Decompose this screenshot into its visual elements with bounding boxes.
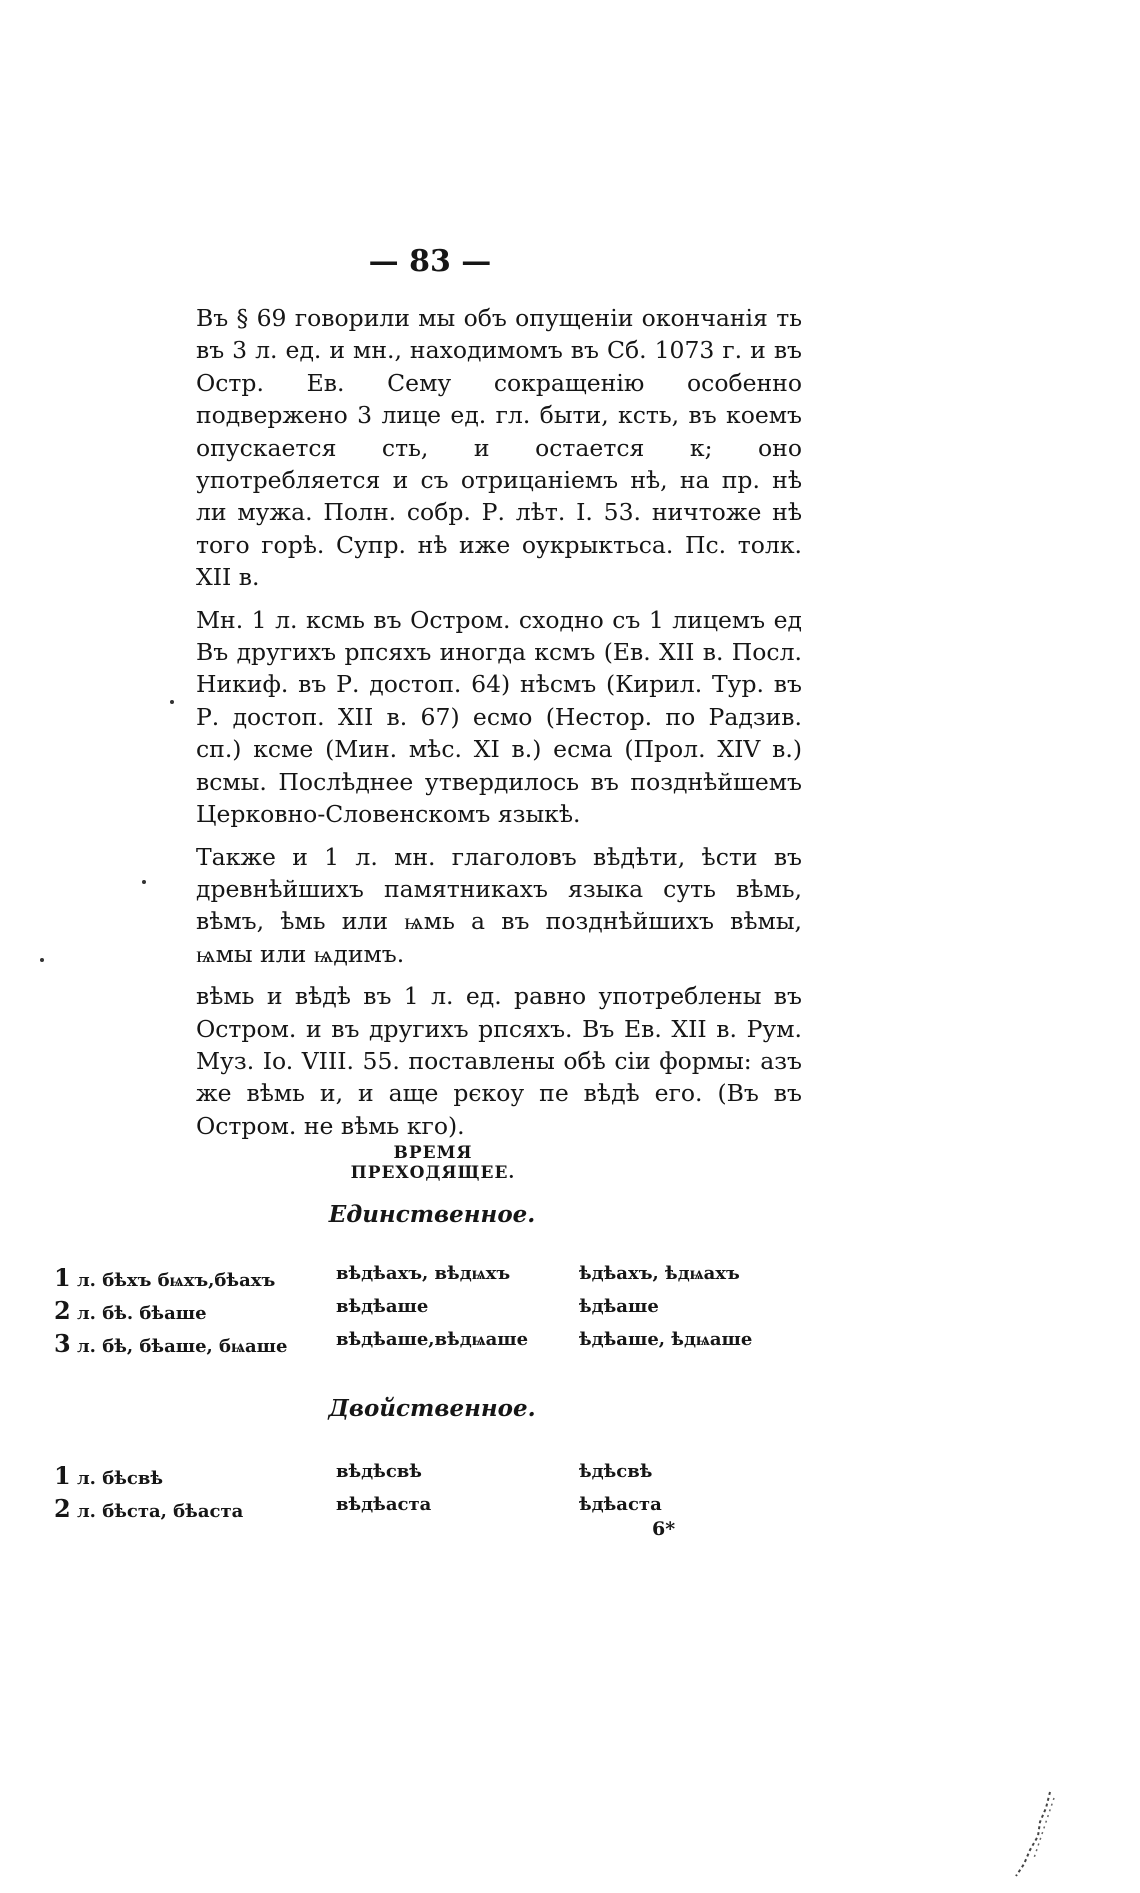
person-number: 2 <box>54 1296 71 1325</box>
speck-mark <box>40 958 44 962</box>
form-cell: вѣдѣаше,вѣдѩаше <box>336 1329 529 1350</box>
form-text: л. бѣ, бѣаше, бѩаше <box>76 1336 288 1357</box>
form-text: л. бѣхъ бѩхъ,бѣахъ <box>76 1270 276 1291</box>
form-text: л. бѣста, бѣаста <box>76 1501 244 1522</box>
paragraph-1: Въ § 69 говорили мы объ опущеніи окончанія ть въ 3 л. ед. и мн., находимомъ въ Сб. 1073 г. и въ Остр. Ев. Сему сокращенію особенно подвержено 3 лице ед. гл. быти, ксть, въ коемъ опускается сть, и остается к; оно употребляется и съ отрицаніемъ нѣ, на пр. нѣ ли мужа. Полн. собр. Р. лѣт. I. 53. ничтоже нѣ того горѣ. Супр. нѣ иже оукрыктьса. Пс. толк. XII в. <box>196 304 802 592</box>
table-row <box>54 1329 814 1362</box>
person-cell <box>54 1461 163 1490</box>
person-number: 2 <box>54 1494 71 1523</box>
form-text: л. бѣсвѣ <box>76 1468 163 1489</box>
form-cell: ѣдѣахъ, ѣдѩахъ <box>579 1263 740 1284</box>
speck-mark <box>142 880 146 884</box>
section-heading: ВРЕМЯ ПРЕХОДЯЩЕЕ. <box>350 1143 516 1183</box>
paragraph-2: Мн. 1 л. ксмь въ Остром. сходно съ 1 лицемъ ед Въ другихъ рпсяхъ иногда ксмъ (Ев. XII в. Посл. Никиф. въ Р. достоп. 64) нѣсмъ (Кирил. Тур. въ Р. достоп. XII в. 67) есмо (Нестор. по Радзив. сп.) ксме (Мин. мѣс. XI в.) есма (Прол. XIV в.) всмы. Послѣднее утвердилось въ позднѣйшемъ Церковно-Словенскомъ языкѣ. <box>196 605 802 829</box>
singular-subheading: Единственное. <box>328 1201 536 1228</box>
form-cell: вѣдѣаше <box>336 1296 429 1317</box>
paragraph-3: Также и 1 л. мн. глаголовъ вѣдѣти, ѣсти въ древнѣйшихъ памятникахъ языка суть вѣмь, вѣмъ, ѣмь или ѩмь а въ позднѣйшихъ вѣмы, ѩмы или ѩдимъ. <box>196 842 802 968</box>
paragraph-4: вѣмь и вѣдѣ въ 1 л. ед. равно употреблены въ Остром. и въ другихъ рпсяхъ. Въ Ев. XII в. Рум. Муз. Io. VIII. 55. поставлены обѣ сіи формы: азъ же вѣмь и, и аще рєкоу пе вѣдѣ его. (Въ въ Остром. не вѣмь кго). <box>196 982 802 1140</box>
margin-scribble <box>1010 1788 1060 1878</box>
form-text: л. бѣ. бѣаше <box>76 1303 207 1324</box>
dual-conjugation-table <box>54 1461 814 1527</box>
body-text <box>196 302 802 1152</box>
person-cell <box>54 1494 243 1523</box>
person-number: 1 <box>54 1461 71 1490</box>
form-cell: ѣдѣаше, ѣдѩаше <box>579 1329 753 1350</box>
form-cell: ѣдѣаста <box>579 1494 662 1515</box>
table-row <box>54 1263 814 1296</box>
table-row <box>54 1494 814 1527</box>
page-number: — 83 — <box>368 244 492 279</box>
signature-mark: 6* <box>652 1518 676 1540</box>
form-cell: вѣдѣаста <box>336 1494 432 1515</box>
person-cell <box>54 1263 275 1292</box>
form-cell: ѣдѣсвѣ <box>579 1461 653 1482</box>
form-cell: вѣдѣсвѣ <box>336 1461 422 1482</box>
form-cell: вѣдѣахъ, вѣдѩхъ <box>336 1263 511 1284</box>
dual-subheading: Двойственное. <box>328 1395 536 1422</box>
person-cell <box>54 1329 287 1358</box>
person-number: 1 <box>54 1263 71 1292</box>
form-cell: ѣдѣаше <box>579 1296 659 1317</box>
speck-mark <box>170 700 174 704</box>
singular-conjugation-table <box>54 1263 814 1362</box>
person-cell <box>54 1296 207 1325</box>
person-number: 3 <box>54 1329 71 1358</box>
table-row <box>54 1296 814 1329</box>
table-row <box>54 1461 814 1494</box>
